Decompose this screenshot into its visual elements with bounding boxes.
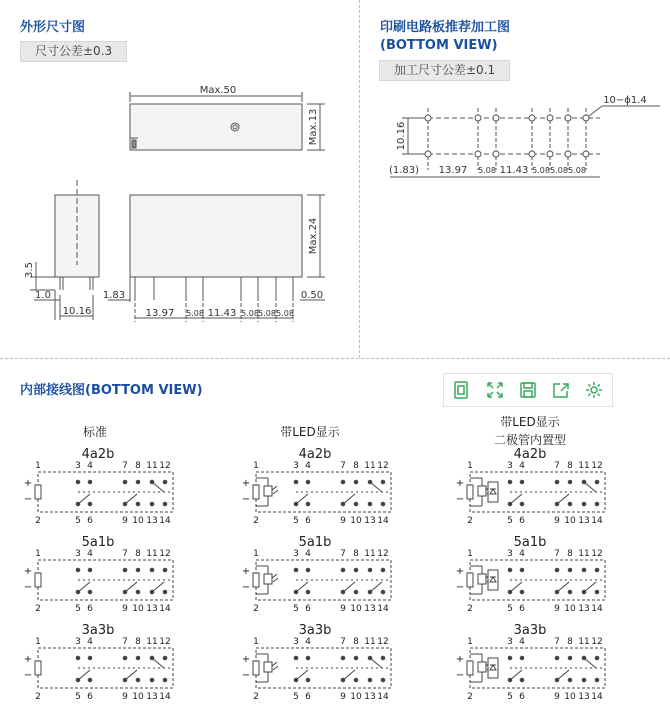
pcb-tolerance-badge: 加工尺寸公差±0.1 (379, 60, 510, 81)
pin-label-top: 12 (377, 461, 389, 471)
pin-label-bottom: 5 (75, 692, 81, 702)
pin-label-top: 12 (159, 461, 171, 471)
dim-d4: 5.08 (241, 309, 259, 318)
pin-label-bottom: 13 (364, 516, 376, 526)
dim-pin-length: 3.5 (24, 262, 35, 278)
variant-label: 4a2b (513, 447, 547, 462)
pin-label-top: 8 (567, 461, 573, 471)
pin-label-bottom: 10 (350, 692, 362, 702)
plus-sign: + (455, 478, 465, 489)
pin-label-top: 11 (364, 549, 376, 559)
pin-label-bottom: 14 (159, 692, 171, 702)
minus-sign: − (23, 670, 33, 681)
pin-label-bottom: 13 (146, 516, 158, 526)
wiring-title: 内部接线图(BOTTOM VIEW) (20, 383, 203, 398)
pcb-dim-d3: 11.43 (499, 165, 529, 176)
pin-label-top: 7 (340, 549, 346, 559)
pin-label-top: 3 (75, 637, 81, 647)
pin-label-top: 7 (554, 461, 560, 471)
pin-label-top: 7 (554, 549, 560, 559)
wiring-schematics (0, 460, 670, 725)
pin-label-top: 8 (135, 461, 141, 471)
pin-label-top: 3 (507, 461, 513, 471)
pin-label-bottom: 13 (364, 692, 376, 702)
pin-label-top: 11 (364, 461, 376, 471)
pin-label-bottom: 10 (350, 516, 362, 526)
pcb-dim-d6: 5.08 (568, 166, 586, 175)
pin-label-bottom: 2 (35, 692, 41, 702)
pin-label-top: 11 (146, 637, 158, 647)
dim-right-edge: 0.50 (300, 290, 324, 301)
pcb-drawing (360, 80, 670, 190)
settings-icon[interactable] (583, 379, 605, 401)
pcb-title-view: (BOTTOM VIEW) (380, 38, 498, 53)
pin-label-bottom: 10 (132, 604, 144, 614)
pin-label-bottom: 9 (554, 604, 560, 614)
pin-label-top: 11 (364, 637, 376, 647)
pin-label-top: 4 (519, 461, 525, 471)
dim-max-length: Max.50 (199, 85, 237, 96)
plus-sign: + (23, 478, 33, 489)
plus-sign: + (23, 566, 33, 577)
pin-label-top: 1 (253, 549, 259, 559)
pin-label-bottom: 6 (519, 692, 525, 702)
pin-label-top: 12 (591, 637, 603, 647)
pin-label-bottom: 2 (467, 604, 473, 614)
pin-label-bottom: 13 (578, 516, 590, 526)
pin-label-top: 3 (293, 637, 299, 647)
dim-d5: 5.08 (258, 309, 276, 318)
pin-label-top: 1 (467, 549, 473, 559)
dim-d6: 5.08 (276, 309, 294, 318)
pin-label-top: 4 (305, 461, 311, 471)
pin-label-bottom: 10 (564, 516, 576, 526)
pin-label-bottom: 13 (578, 604, 590, 614)
pin-label-bottom: 13 (146, 692, 158, 702)
pin-label-bottom: 6 (87, 692, 93, 702)
pin-label-top: 4 (87, 637, 93, 647)
pin-label-bottom: 10 (350, 604, 362, 614)
pin-label-bottom: 5 (75, 604, 81, 614)
pin-label-bottom: 14 (377, 692, 389, 702)
relay-schematic (24, 461, 173, 526)
pcb-title: 印刷电路板推荐加工图 (380, 20, 511, 35)
pin-label-bottom: 2 (253, 692, 259, 702)
pin-label-top: 1 (253, 637, 259, 647)
pcb-dim-d2: 5.08 (478, 166, 496, 175)
pin-label-top: 3 (507, 637, 513, 647)
dim-max-height: Max.13 (308, 108, 319, 146)
pin-label-bottom: 2 (253, 516, 259, 526)
pin-label-top: 11 (146, 461, 158, 471)
plus-sign: + (455, 654, 465, 665)
pcb-dim-holes: 10−ϕ1.4 (603, 95, 647, 106)
pin-label-top: 8 (135, 549, 141, 559)
pin-label-top: 3 (75, 461, 81, 471)
pin-label-bottom: 9 (340, 692, 346, 702)
pin-label-bottom: 6 (305, 604, 311, 614)
pin-label-top: 3 (293, 461, 299, 471)
pin-label-top: 12 (591, 549, 603, 559)
pin-label-top: 8 (567, 637, 573, 647)
relay-schematic (24, 637, 173, 702)
pin-label-bottom: 14 (159, 604, 171, 614)
variant-label: 4a2b (81, 447, 115, 462)
variant-label: 3a3b (513, 623, 547, 638)
pin-label-bottom: 9 (340, 516, 346, 526)
minus-sign: − (241, 670, 251, 681)
pin-label-bottom: 6 (519, 516, 525, 526)
pin-label-top: 1 (35, 549, 41, 559)
pin-label-top: 3 (507, 549, 513, 559)
pin-label-bottom: 6 (305, 692, 311, 702)
minus-sign: − (23, 494, 33, 505)
pin-label-top: 7 (122, 461, 128, 471)
relay-schematic (456, 461, 605, 526)
pin-label-top: 4 (519, 549, 525, 559)
relay-schematic (242, 637, 391, 702)
relay-schematic (456, 637, 605, 702)
variant-label: 3a3b (298, 623, 332, 638)
pin-label-top: 8 (567, 549, 573, 559)
pin-label-bottom: 9 (340, 604, 346, 614)
pin-label-top: 3 (293, 549, 299, 559)
pin-label-bottom: 14 (159, 516, 171, 526)
pin-label-top: 7 (122, 637, 128, 647)
pin-label-top: 12 (159, 637, 171, 647)
pcb-dim-d4: 5.08 (532, 166, 550, 175)
pin-label-bottom: 10 (564, 692, 576, 702)
pin-label-bottom: 9 (554, 692, 560, 702)
dim-pin-offset: 1.0 (35, 290, 51, 301)
pin-label-bottom: 9 (122, 604, 128, 614)
pin-label-bottom: 6 (519, 604, 525, 614)
dim-side-pitch: 10.16 (62, 306, 92, 317)
outline-title: 外形尺寸图 (20, 20, 86, 35)
expand-icon[interactable] (484, 379, 506, 401)
minus-sign: − (455, 582, 465, 593)
pcb-dim-row-pitch: 10.16 (396, 121, 407, 151)
outline-tolerance-badge: 尺寸公差±0.3 (20, 41, 127, 62)
pin-label-bottom: 2 (253, 604, 259, 614)
pin-label-top: 7 (554, 637, 560, 647)
pin-label-bottom: 2 (35, 516, 41, 526)
pcb-dim-edge: (1.83) (388, 165, 420, 176)
save-icon[interactable] (517, 379, 539, 401)
pin-label-bottom: 5 (507, 604, 513, 614)
pin-label-top: 1 (35, 461, 41, 471)
plus-sign: + (455, 566, 465, 577)
pin-label-bottom: 14 (591, 692, 603, 702)
pin-label-top: 7 (122, 549, 128, 559)
pin-label-bottom: 10 (564, 604, 576, 614)
pin-label-top: 4 (305, 549, 311, 559)
pin-label-top: 7 (340, 461, 346, 471)
pin-label-top: 8 (353, 461, 359, 471)
minus-sign: − (241, 582, 251, 593)
pin-label-top: 12 (377, 549, 389, 559)
pin-label-top: 11 (578, 637, 590, 647)
pin-label-bottom: 5 (293, 692, 299, 702)
relay-schematic (242, 549, 391, 614)
pin-label-top: 12 (377, 637, 389, 647)
plus-sign: + (241, 566, 251, 577)
pin-label-bottom: 14 (377, 604, 389, 614)
minus-sign: − (23, 582, 33, 593)
minus-sign: − (455, 670, 465, 681)
dim-left-edge: 1.83 (102, 290, 126, 301)
diagram-toolbar (443, 373, 613, 407)
section-divider-horizontal (0, 358, 670, 359)
relay-schematic (242, 461, 391, 526)
pin-label-bottom: 5 (75, 516, 81, 526)
pin-label-bottom: 14 (591, 604, 603, 614)
plus-sign: + (241, 654, 251, 665)
pin-label-top: 8 (353, 549, 359, 559)
pin-label-bottom: 9 (122, 516, 128, 526)
pin-label-top: 12 (159, 549, 171, 559)
pin-label-bottom: 14 (377, 516, 389, 526)
pcb-dim-d5: 5.08 (550, 166, 568, 175)
pin-label-top: 4 (519, 637, 525, 647)
pin-label-top: 8 (135, 637, 141, 647)
pin-label-top: 4 (87, 461, 93, 471)
pin-label-bottom: 2 (467, 516, 473, 526)
pin-label-bottom: 13 (578, 692, 590, 702)
minus-sign: − (455, 494, 465, 505)
pin-label-top: 12 (591, 461, 603, 471)
relay-schematic (456, 549, 605, 614)
minus-sign: − (241, 494, 251, 505)
variant-label: 4a2b (298, 447, 332, 462)
pin-label-bottom: 6 (87, 516, 93, 526)
pin-label-top: 8 (353, 637, 359, 647)
pin-label-top: 1 (467, 637, 473, 647)
pin-label-top: 3 (75, 549, 81, 559)
pin-label-top: 1 (35, 637, 41, 647)
variant-label: 5a1b (298, 535, 332, 550)
pin-label-bottom: 13 (146, 604, 158, 614)
pin-label-top: 11 (146, 549, 158, 559)
column-head-led-diode: 带LED显示 (500, 415, 560, 429)
pin-label-top: 7 (340, 637, 346, 647)
pin-label-top: 11 (578, 461, 590, 471)
column-subhead-led-diode: 二极管内置型 (493, 433, 566, 447)
pin-label-bottom: 5 (507, 516, 513, 526)
dim-d1: 13.97 (145, 308, 175, 319)
variant-label: 5a1b (513, 535, 547, 550)
share-icon[interactable] (550, 379, 572, 401)
pin-label-bottom: 10 (132, 692, 144, 702)
plus-sign: + (241, 478, 251, 489)
pin-label-top: 11 (578, 549, 590, 559)
column-head-standard: 标准 (82, 425, 107, 439)
pin-label-bottom: 14 (591, 516, 603, 526)
pcb-dim-d1: 13.97 (438, 165, 468, 176)
pin-label-bottom: 6 (305, 516, 311, 526)
pin-label-bottom: 2 (467, 692, 473, 702)
pin-label-top: 4 (305, 637, 311, 647)
dim-d2: 5.08 (186, 309, 204, 318)
dim-d3: 11.43 (207, 308, 237, 319)
pin-label-bottom: 9 (554, 516, 560, 526)
pin-label-top: 1 (467, 461, 473, 471)
pin-label-bottom: 5 (293, 604, 299, 614)
pin-label-bottom: 6 (87, 604, 93, 614)
pin-label-top: 1 (253, 461, 259, 471)
pin-label-bottom: 5 (293, 516, 299, 526)
dim-max-width: Max.24 (308, 217, 319, 255)
plus-sign: + (23, 654, 33, 665)
pin-label-bottom: 2 (35, 604, 41, 614)
relay-schematic (24, 549, 173, 614)
column-head-led: 带LED显示 (280, 425, 340, 439)
fit-page-icon[interactable] (450, 379, 472, 401)
pin-label-top: 4 (87, 549, 93, 559)
pin-label-bottom: 10 (132, 516, 144, 526)
pin-label-bottom: 5 (507, 692, 513, 702)
outline-drawing (0, 0, 359, 358)
variant-label: 5a1b (81, 535, 115, 550)
pin-label-bottom: 9 (122, 692, 128, 702)
pin-label-bottom: 13 (364, 604, 376, 614)
variant-label: 3a3b (81, 623, 115, 638)
